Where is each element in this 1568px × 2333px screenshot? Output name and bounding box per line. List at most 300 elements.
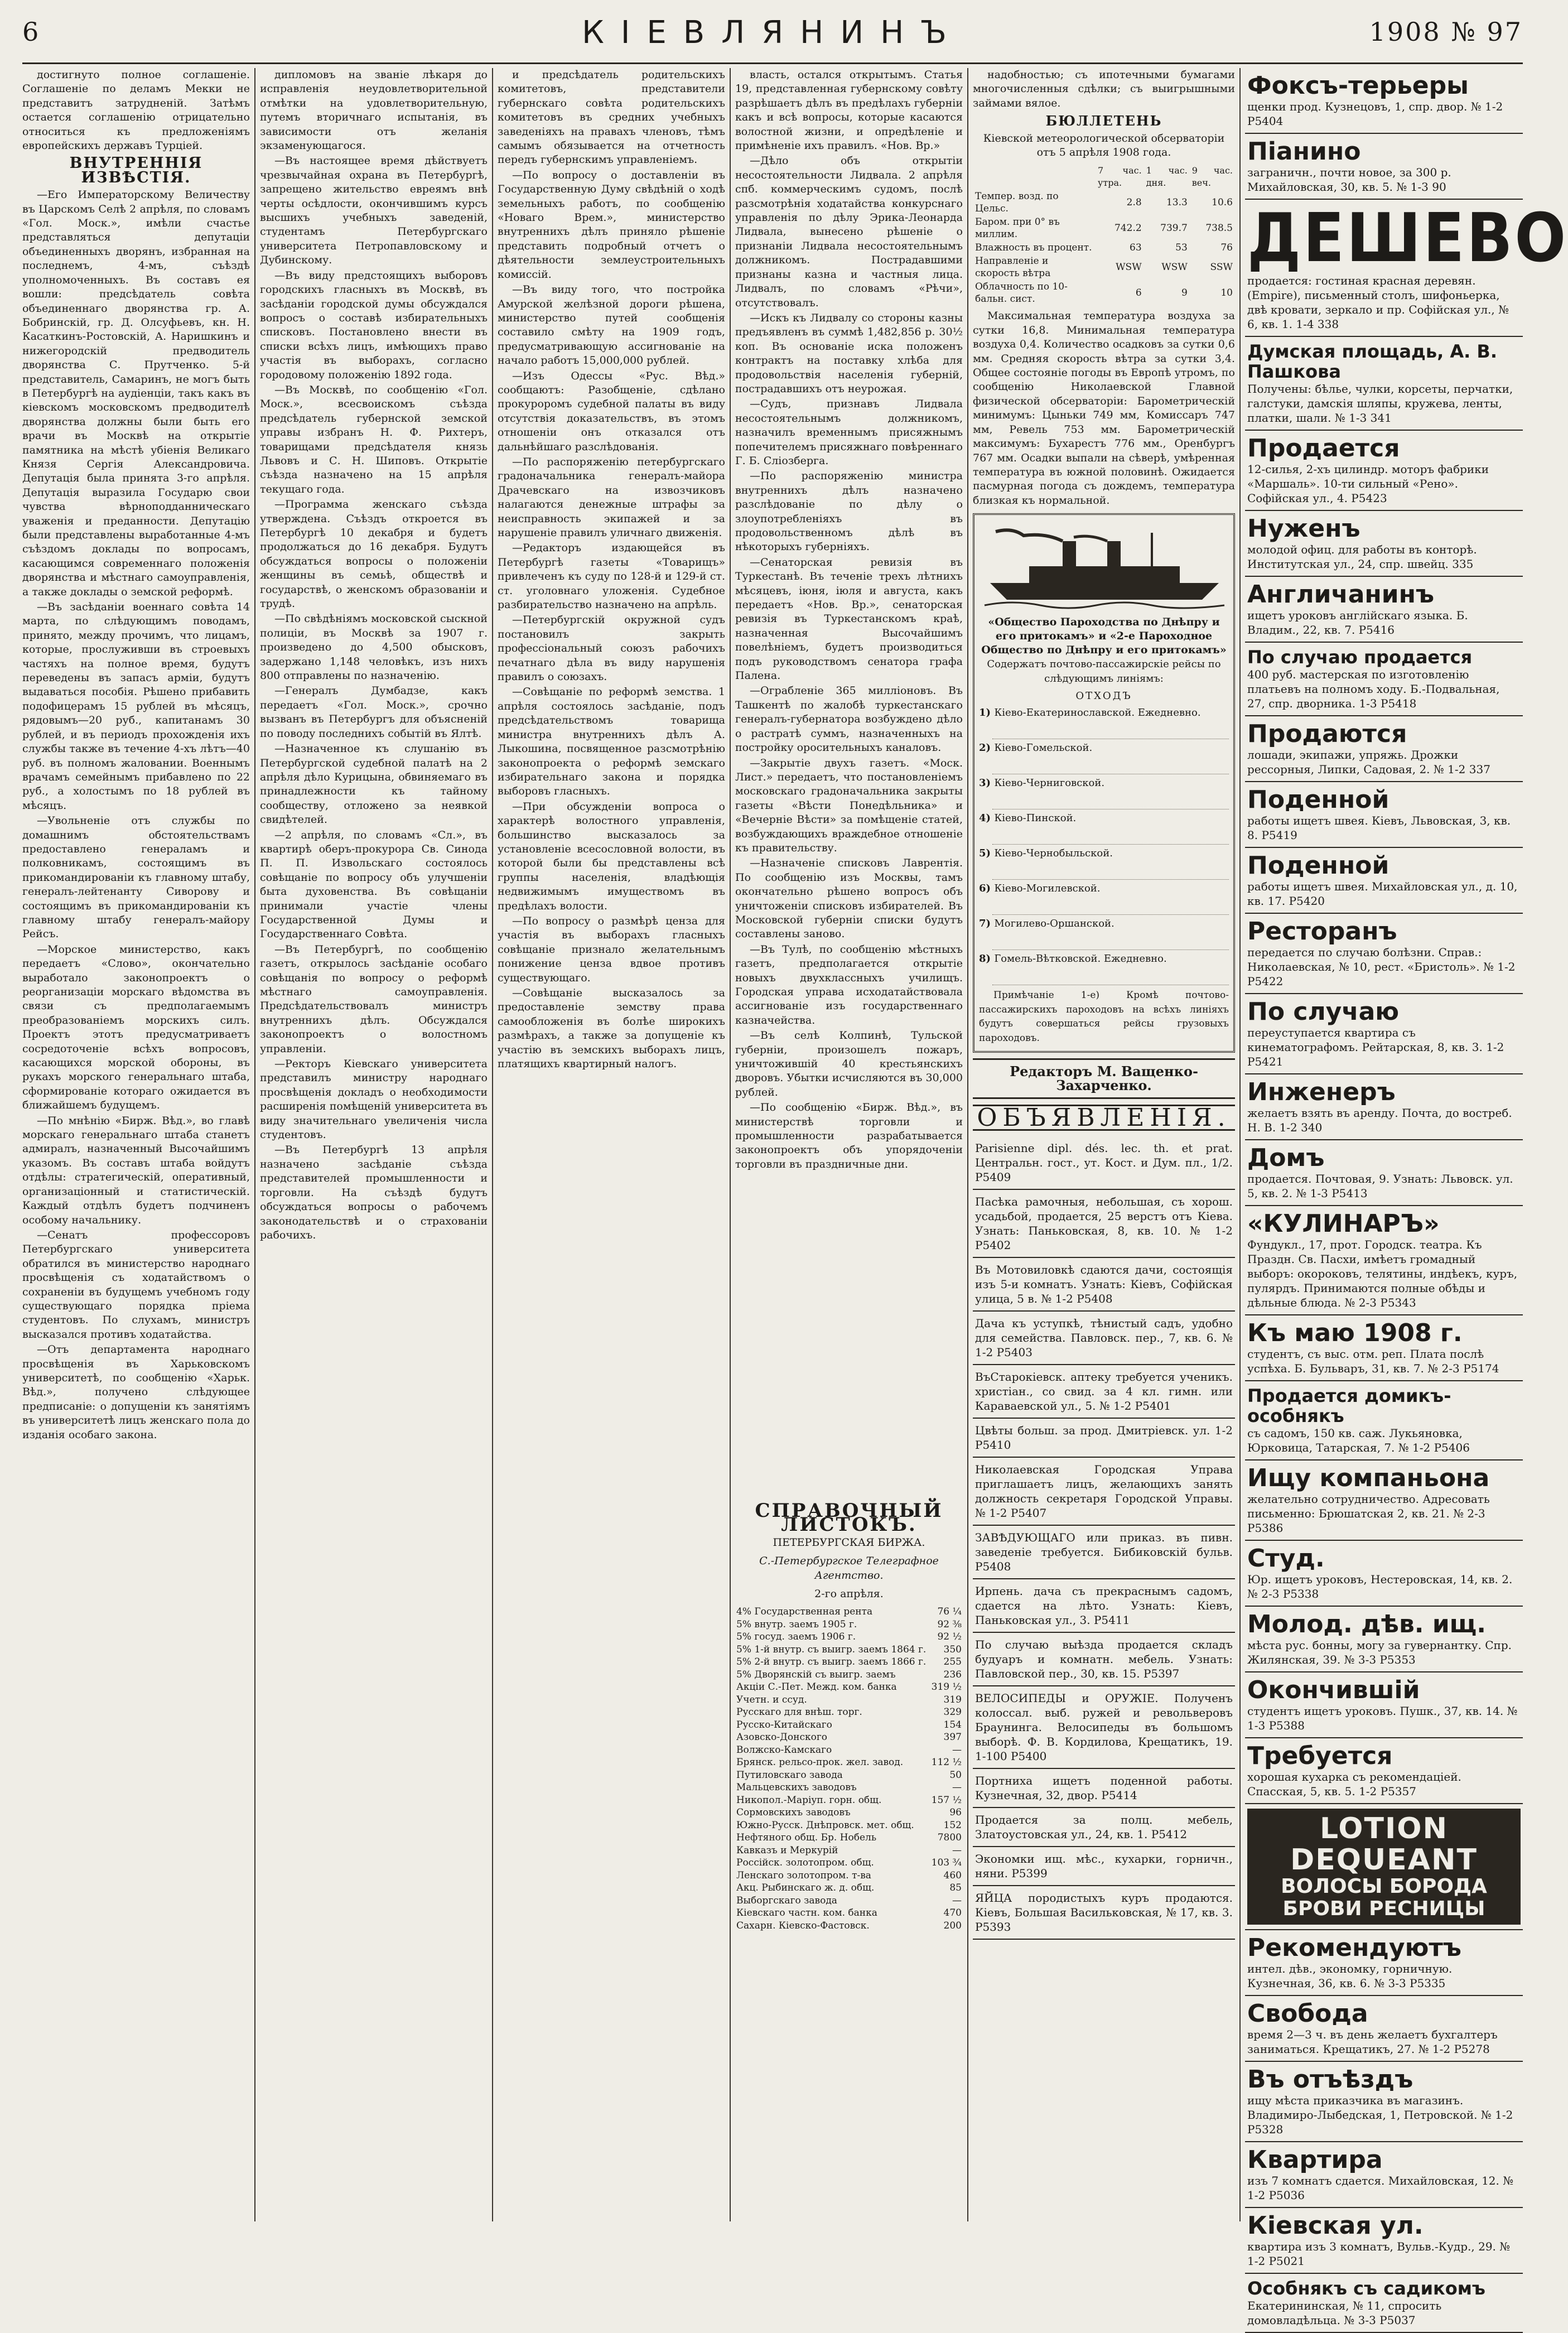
exchange-row	[735, 1744, 963, 1757]
ad-body: съ садомъ, 150 кв. саж. Лукьяновка, Юрковица, Татарская, 7. № 1-2 Р5406	[1247, 1426, 1470, 1454]
security-name: Выборгскаго завода	[736, 1895, 837, 1906]
classified-ad	[1245, 716, 1523, 782]
news-paragraph: —Программа женскаго съѣзда утверждена. Съѣздъ откроется въ Петербургѣ 10 декабря и будетъ продолжаться до 16 декабря. Будутъ обсуждаться вопросы о положеніи женщины въ семьѣ, обществѣ и государствѣ, о женскомъ образованіи и трудѣ.	[260, 498, 488, 610]
news-paragraph: —По сообщенію «Бирж. Вѣд.», въ министерствѣ торговли и промышленности разрабатывается законопроектъ объ упорядоченіи торговли въ праздничные дни.	[735, 1101, 963, 1170]
security-price: 154	[943, 1719, 962, 1731]
route-name: Кіево-Екатеринославской.	[994, 707, 1135, 719]
col3-paragraphs	[498, 68, 725, 1071]
route-item	[979, 952, 1229, 985]
bulletin-row	[973, 241, 1235, 254]
ad-headline: Поденной	[1247, 785, 1390, 814]
classified-ad	[1245, 914, 1523, 994]
col5-ads	[973, 1136, 1235, 1940]
bulletin-cell: 63	[1130, 242, 1142, 254]
bulletin-cell: WSW	[1116, 262, 1142, 273]
route-times-placeholder	[992, 720, 1229, 739]
bulletin-cell: SSW	[1210, 262, 1233, 273]
news-paragraph: —Искъ къ Лидвалу со стороны казны предъявленъ въ суммѣ 1,482,856 р. 30½ коп. Въ основаніе иска положенъ контрактъ на поставку хлѣба для продовольствія населенія губерній, пострадавшихъ отъ неурожая.	[735, 311, 963, 395]
ad-headline: Окончившій	[1247, 1676, 1420, 1704]
classified-ad: Parisienne dipl. dés. lec. th. et prat. Центральн. гост., ут. Кост. и Дум. пл., 1/2. Р5409	[973, 1136, 1235, 1190]
news-paragraph: —Закрытіе двухъ газетъ. «Моск. Лист.» передаетъ, что постановленіемъ московскаго градоначальника закрыты газеты «Вѣсти Понедѣльника» и «Вечерніе Вѣсти» за помѣщеніе статей, возбуждающихъ враждебное отношеніе къ правительству.	[735, 756, 963, 854]
news-paragraph: —Въ Москвѣ, по сообщенію «Гол. Моск.», всесвоискомъ съѣзда предсѣдатель губернской земской управы избранъ Н. Ф. Рихтеръ, товарищами предсѣдателя князь Львовъ и С. Н. Шиповъ. Открытіе съѣзда назначено на 15 апрѣля текущаго года.	[260, 383, 488, 495]
bulletin-cell: 738.5	[1205, 223, 1233, 234]
news-paragraph: —Сенаторская ревизія въ Туркестанѣ. Въ теченіе трехъ лѣтнихъ мѣсяцевъ, іюня, іюля и августа, какъ передаетъ «Нов. Вр.», сенаторская ревизія въ Туркестанскомъ краѣ, назначенная Высочайшимъ повелѣніемъ, будетъ производиться подъ руководствомъ сенатора графа Палена.	[735, 556, 963, 682]
news-paragraph: —Въ настоящее время дѣйствуетъ чрезвычайная охрана въ Петербургѣ, запрещено жительство евреямъ внѣ черты осѣдлости, окончившимъ курсъ высшихъ учебныхъ заведеній, студентамъ Петербургскаго университета Петропавловскому и Дубинскому.	[260, 155, 488, 267]
news-paragraph: —Увольненіе отъ службы по домашнимъ обстоятельствамъ предоставлено генераламъ и полковникамъ, состоящимъ въ прикомандированіи къ главному штабу, генералъ-лейтенанту Сиворову и состоящимъ въ прикомандированіи къ главному штабу генералъ-майору Рейсъ.	[22, 814, 250, 941]
issue-number: 1908 № 97	[1369, 17, 1523, 47]
column-divider	[1239, 68, 1241, 2221]
ad-headline: Англичанинъ	[1247, 580, 1435, 609]
security-price: 96	[949, 1807, 962, 1819]
route-times-placeholder	[992, 966, 1229, 985]
classified-ad	[1245, 1460, 1523, 1541]
security-price: 255	[943, 1656, 962, 1668]
masthead	[22, 10, 1523, 60]
news-paragraph: —Назначенное къ слушанію въ Петербургской судебной палатѣ на 2 апрѣля дѣло Курицына, обвиняемаго въ принадлежности къ тайному сообществу, отложено за неявкой свидѣтелей.	[260, 743, 488, 826]
security-name: Нефтяного общ. Бр. Нобель	[736, 1832, 877, 1844]
ad-headline: Рекомендуютъ	[1247, 1934, 1461, 1962]
column-6-ads	[1245, 68, 1568, 2327]
ad-body: изъ 7 комнатъ сдается. Михайловская, 12. № 1-2 Р5036	[1247, 2174, 1514, 2202]
exchange-row	[735, 1857, 963, 1869]
ad-headline: Ресторанъ	[1247, 917, 1397, 946]
steamship-subtitle: Содержатъ почтово-пассажирскіе рейсы по слѣдующимъ линіямъ:	[987, 658, 1221, 685]
security-name: 5% внутр. заемъ 1905 г.	[736, 1618, 857, 1630]
telegraph-agency: С.-Петербургское Телеграфное Агентство.	[759, 1555, 939, 1582]
security-price: 103 ¾	[931, 1857, 962, 1869]
news-paragraph: —Въ Петербургѣ, по сообщенію газетъ, открылось засѣданіе особаго совѣщанія по вопросу о реформѣ мѣстнаго самоуправленія. Предсѣдательствовалъ министръ внутреннихъ дѣлъ. Обсуждался законопроектъ о волостномъ управленіи.	[260, 943, 488, 1055]
ad-body: интел. дѣв., экономку, горничную. Кузнечная, 36, кв. 6. № 3-3 Р5335	[1247, 1962, 1453, 1990]
col2-paragraphs	[260, 68, 488, 1242]
ad-headline: ДЕШЕВО	[1247, 200, 1568, 277]
exchange-row	[735, 1781, 963, 1794]
security-name: Россійск. золотопром. общ.	[736, 1857, 874, 1869]
exchange-row	[735, 1631, 963, 1643]
ad-headline: Свобода	[1247, 1999, 1368, 2028]
route-note: Ежедневно.	[1135, 707, 1201, 719]
news-paragraph: —Редакторъ издающейся въ Петербургѣ газеты «Товарищъ» привлеченъ къ суду по 128-й и 129-й ст. ст. уголовнаго уложенія. Судебное разбирательство назначено на апрѣль.	[498, 542, 725, 611]
column-4	[735, 68, 963, 2221]
classified-ad: ВъСтарокіевск. аптеку требуется ученикъ. христіан., со свид. за 4 кл. гимн. или Караваевской ул., 5. № 1-2 Р5401	[973, 1365, 1235, 1419]
classified-ad	[1245, 1315, 1523, 1381]
ad-body: лошади, экипажи, упряжь. Дрожки рессорныя, Липки, Садовая, 2. № 1-2 337	[1247, 748, 1490, 776]
classified-ad	[1245, 134, 1523, 200]
route-note: Ежедневно.	[1101, 953, 1167, 965]
ad-body: студентъ ищетъ уроковъ. Пушк., 37, кв. 14. № 1-3 Р5388	[1247, 1704, 1518, 1732]
ad-body: 400 руб. мастерская по изготовленію платьевъ на полномъ ходу. Б.-Подвальная, 27, спр. дворника. 1-3 Р5418	[1247, 668, 1500, 710]
security-price: 112 ½	[931, 1757, 962, 1768]
column-divider	[492, 68, 493, 2221]
classified-ad	[1245, 2142, 1523, 2208]
news-paragraph: —При обсужденіи вопроса о характерѣ волостного управленія, большинство высказалось за установленіе всесословной волости, въ которой были бы представлены всѣ группы населенія, владѣющія недвижимымъ имуществомъ въ предѣлахъ волости.	[498, 800, 725, 912]
ad-body: ищетъ уроковъ англійскаго языка. Б. Владим., 22, кв. 7. Р5416	[1247, 609, 1468, 637]
ad-body: Фундукл., 17, прот. Городск. театра. Къ Праздн. Св. Пасхи, имѣетъ громадный выборъ: окороковъ, телятины, индѣекъ, куръ, пулярдъ. Принимаются полные обѣды и дѣльные блюда. № 2-3 Р5343	[1247, 1238, 1518, 1309]
exchange-row	[735, 1731, 963, 1744]
route-number: 2)	[979, 742, 995, 754]
exchange-row	[735, 1606, 963, 1618]
classified-ad: ВЕЛОСИПЕДЫ и ОРУЖІЕ. Полученъ колоссал. выб. ружей и револьверовъ Браунинга. Велосипеды въ большомъ выборѣ. Ф. В. Кордилова, Крещатикъ, 19. 1-100 Р5400	[973, 1686, 1235, 1769]
route-name: Кіево-Чернобыльской.	[994, 847, 1113, 860]
news-paragraph: власть, остался открытымъ. Статья 19, представленная губернскому совѣту разрѣшаетъ дѣлъ въ предѣлахъ губерніи какъ и всѣ вопросы, которые касаются волостной жизни, и опредѣленіе и примѣненіе ихъ правилъ. «Нов. Вр.»	[735, 69, 963, 152]
exchange-row	[735, 1706, 963, 1719]
exchange-row	[735, 1869, 963, 1882]
ad-headline: «КУЛИНАРЪ»	[1247, 1209, 1440, 1238]
col5-intro: надобностью; съ ипотечными бумагами многочисленныя сдѣлки; съ выигрышными займами вялое.	[973, 69, 1235, 109]
bulletin-cell: Облачность по 10-бальн. сист.	[975, 281, 1068, 305]
ad-body: заграничн., почти новое, за 300 р. Михайловская, 30, кв. 5. № 1-3 90	[1247, 166, 1451, 194]
classified-ad	[1245, 1381, 1523, 1460]
news-paragraph: —Петербургскій окружной судъ постановилъ закрыть профессіональный союзъ рабочихъ печатнаго дѣла въ виду нарушенія правилъ о союзахъ.	[498, 614, 725, 683]
steamship-icon	[979, 522, 1230, 611]
classified-ad	[1245, 782, 1523, 848]
exchange-row	[735, 1907, 963, 1920]
news-paragraph: —Сенатъ профессоровъ Петербургскаго университета обратился въ министерство народнаго просвѣщенія съ ходатайствомъ о сохраненіи въ будущемъ учебномъ году существующаго порядка пріема студентовъ. По слухамъ, министръ высказался противъ ходатайства.	[22, 1228, 250, 1341]
security-name: Акц. Рыбинскаго ж. д. общ.	[736, 1882, 875, 1894]
classified-ad: По случаю выѣзда продается складъ будуаръ и комнатн. мебель. Узнать: Павловской пер., 30, кв. 15. Р5397	[973, 1633, 1235, 1686]
newspaper-title: КІЕВЛЯНИНЪ	[582, 15, 963, 51]
security-price: 76 ¼	[937, 1606, 962, 1618]
ad-body: работы ищетъ швея. Михайловская ул., д. 10, кв. 17. Р5420	[1247, 880, 1518, 908]
news-paragraph: —Въ селѣ Колпинѣ, Тульской губерніи, произошелъ пожаръ, уничтожившій 40 крестьянскихъ дворовъ. Убытки исчисляются въ 30,000 рублей.	[735, 1029, 963, 1098]
classified-ad	[1245, 1738, 1523, 1804]
bulletin-cell: Направленіе и скорость вѣтра	[975, 256, 1051, 279]
security-name: Никопол.-Маріуп. горн. общ.	[736, 1794, 882, 1806]
route-times-placeholder	[992, 755, 1229, 774]
route-number: 1)	[979, 707, 995, 719]
bulletin-row	[973, 215, 1235, 241]
ad-body: хорошая кухарка съ рекомендаціей. Спасская, 5, кв. 5. 1-2 Р5357	[1247, 1770, 1461, 1798]
weather-table	[973, 164, 1235, 306]
news-paragraph: —Морское министерство, какъ передаетъ «Слово», окончательно выработало законопроектъ о реорганизаціи морскаго вѣдомства въ связи съ предполагаемымъ преобразованіемъ морскихъ силъ. Проектъ этотъ предусматриваетъ сосредоточеніе всѣхъ вопросовъ, касающихся морской обороны, въ рукахъ морского генеральнаго штаба, сформированіе котораго ожидается въ ближайшемъ будущемъ.	[22, 943, 250, 1112]
route-name: Кіево-Могилевской.	[994, 883, 1101, 895]
bulletin-row	[973, 280, 1235, 306]
route-item	[979, 777, 1229, 809]
route-times-placeholder	[992, 931, 1229, 950]
bulletin-subtitle: Кіевской метеорологической обсерваторіи отъ 5 апрѣля 1908 года.	[983, 132, 1225, 159]
route-number: 3)	[979, 777, 995, 789]
bulletin-cell: Темпер. возд. по Цельс.	[975, 191, 1059, 215]
security-price: 92 ½	[937, 1631, 962, 1643]
news-paragraph: —Въ Тулѣ, по сообщенію мѣстныхъ газетъ, предполагается открытіе новыхъ двухклассныхъ училищъ. Городская управа исходатайствовала ассигнованіе изъ государственнаго казначейства.	[735, 943, 963, 1026]
news-paragraph: —Совѣщаніе по реформѣ земства. 1 апрѣля состоялось засѣданіе, подъ предсѣдательствомъ товарища министра внутреннихъ дѣлъ А. Лыкошина, посвященное разсмотрѣнію законопроекта о реформѣ земскаго избирательнаго закона и порядка выборовъ гласныхъ.	[498, 686, 725, 798]
ad-body: Получены: бѣлье, чулки, корсеты, перчатки, галстуки, дамскія шляпы, кружева, ленты, платки, шали. № 1-3 341	[1247, 382, 1513, 425]
route-item	[979, 706, 1229, 739]
news-paragraph: —Ректоръ Кіевскаго университета представилъ министру народнаго просвѣщенія докладъ о необходимости расширенія помѣщеній университета въ виду значительнаго увеличенія числа студентовъ.	[260, 1058, 488, 1141]
news-paragraph: —По мнѣнію «Бирж. Вѣд.», во главѣ морскаго генеральнаго штаба станетъ адмиралъ, назначенный Высочайшимъ указомъ. Въ составъ штаба войдутъ отдѣлы: стратегическій, оперативный, организаціонный и статистическій. Каждый отдѣлъ будетъ подчиненъ особому начальнику.	[22, 1114, 250, 1226]
route-item	[979, 847, 1229, 880]
classified-ad: ЯЙЦА породистыхъ куръ продаются. Кіевъ, Большая Васильковская, № 17, кв. 3. Р5393	[973, 1886, 1235, 1940]
classified-ad	[1245, 337, 1523, 431]
news-paragraph: —2 апрѣля, по словамъ «Сл.», въ квартирѣ оберъ-прокурора Св. Синода П. П. Извольскаго состоялось совѣщаніе по вопросу объ улучшеніи быта духовенства. Въ совѣщаніи принимали участіе члены Государственной Думы и Государственнаго Совѣта.	[260, 828, 488, 941]
security-name: Азовско-Донского	[736, 1732, 827, 1743]
bulletin-row	[973, 254, 1235, 280]
classified-ad: Продается за полц. мебель, Златоустовская ул., 24, кв. 1. Р5412	[973, 1808, 1235, 1847]
exchange-heading: ПЕТЕРБУРГСКАЯ БИРЖА.	[773, 1536, 925, 1549]
route-times-placeholder	[992, 825, 1229, 845]
route-item	[979, 741, 1229, 774]
classified-ad: Ирпень. дача съ прекраснымъ садомъ, сдается на лѣто. Узнать: Кіевъ, Паньковская ул., 3. Р5411	[973, 1579, 1235, 1633]
classified-ad: Портниха ищетъ поденной работы. Кузнечная, 32, двор. Р5414	[973, 1769, 1235, 1808]
ad-body: Юр. ищетъ уроковъ, Нестеровская, 14, кв. 2. № 2-3 Р5338	[1247, 1573, 1513, 1601]
classified-ad	[1245, 1074, 1523, 1140]
security-name: Русскаго для внѣш. торг.	[736, 1707, 862, 1718]
ad-headline: Продается	[1247, 434, 1400, 462]
ad-headline: Къ маю 1908 г.	[1247, 1319, 1463, 1347]
classified-ad	[1245, 2062, 1523, 2142]
security-name: Ленскаго золотопром. т-ва	[736, 1869, 871, 1881]
ad-headline: Думская площадь, А. В. Пашкова	[1247, 341, 1497, 382]
exchange-row	[735, 1756, 963, 1769]
route-number: 5)	[979, 847, 995, 860]
news-paragraph: —Въ Петербургѣ 13 апрѣля назначено засѣданіе съѣзда представителей промышленности и торговли. На съѣздѣ будутъ обсуждаться вопросы о рабочемъ законодательствѣ и о страхованіи рабочихъ.	[260, 1144, 488, 1241]
bulletin-cell: WSW	[1161, 262, 1188, 273]
classified-ad: Дача къ уступкѣ, тѣнистый садъ, удобно для семейства. Павловск. пер., 7, кв. 6. № 1-2 Р5403	[973, 1312, 1235, 1365]
exchange-row	[735, 1694, 963, 1707]
route-item	[979, 812, 1229, 845]
exchange-date: 2-го апрѣля.	[814, 1588, 884, 1601]
reference-heading: СПРАВОЧНЫЙ ЛИСТОКЪ.	[755, 1500, 943, 1536]
ad-headline: Ищу компаньона	[1247, 1464, 1490, 1492]
lotion-body: ВОЛОСЫ БОРОДА БРОВИ РЕСНИЦЫ	[1281, 1875, 1487, 1920]
route-list	[979, 706, 1229, 985]
route-name: Кіево-Пинской.	[994, 812, 1077, 825]
classified-ad	[1245, 1996, 1523, 2062]
ad-headline: Піанино	[1247, 137, 1361, 166]
ad-body: время 2—3 ч. въ день желаетъ бухгалтеръ заниматься. Крещатикъ, 27. № 1-2 Р5278	[1247, 2028, 1498, 2056]
ad-headline: Фоксъ-терьеры	[1247, 71, 1469, 100]
exchange-row	[735, 1643, 963, 1656]
ad-body: мѣста рус. бонны, могу за гувернантку. Спр. Жилянская, 39. № 3-3 Р5353	[1247, 1638, 1512, 1666]
internal-news-heading: ВНУТРЕННІЯ ИЗВѢСТІЯ.	[69, 155, 203, 186]
ad-body: студентъ, съ выс. отм. реп. Плата послѣ успѣха. Б. Бульваръ, 31, кв. 7. № 2-3 Р5174	[1247, 1347, 1499, 1375]
ad-headline: Инженеръ	[1247, 1078, 1396, 1106]
security-price: 200	[943, 1920, 962, 1931]
ad-headline: Поденной	[1247, 851, 1390, 880]
bulletin-cell: 76	[1220, 242, 1233, 254]
news-paragraph: —Судъ, признавъ Лидвала несостоятельнымъ должникомъ, назначилъ временнымъ присяжнымъ попечителемъ присяжнаго повѣреннаго Г. Б. Сліозберга.	[735, 398, 963, 467]
classified-ad	[1245, 994, 1523, 1074]
security-price: 319 ½	[931, 1681, 962, 1693]
exchange-row	[735, 1669, 963, 1681]
route-item	[979, 882, 1229, 915]
classified-ad: Пасѣка рамочныя, небольшая, съ хорош. усадьбой, продается, 25 верстъ отъ Кіева. Узнать: Паньковская, 8, кв. 10. № 1-2 Р5402	[973, 1190, 1235, 1258]
classified-ad	[1245, 1140, 1523, 1206]
ad-body: молодой офиц. для работы въ конторѣ. Институтская ул., 24, спр. швейц. 335	[1247, 543, 1477, 571]
news-paragraph: —Его Императорскому Величеству въ Царскомъ Селѣ 2 апрѣля, по словамъ «Гол. Моск.», имѣли счастье представляться депутаціи объединенныхъ дворянъ, избранная на последнемъ, 4-мъ, съѣздѣ уполномоченныхъ. Въ составъ ея вошли: предсѣдатель совѣта объединеннаго дворянства гр. А. Бобринскій, гр. Д. Олсуфьевъ, кн. Н. Касаткинъ-Ростовскій, А. Наришкинъ и нижегородскій предводитель дворянства С. Прутченко. 5-й представитель, Самаринъ, не могъ быть в Петербургѣ на аудіенціи, такъ какъ въ кіевскомъ московскомъ предводителѣ дворянства должны были быть его врачи въ Москвѣ на открытіе памятника на мѣстѣ убіенія Великаго Князя Сергія Александровича. Депутація была принята 3-го апрѣля. Депутація выразила Государю свои чувства вѣрноподданническаго уваженія и преданности. Депутацію были представлены выработанные 4-мъ съѣздомъ доклады по вопросамъ, касающимся современнаго положенія дворянства и мѣстнаго самоуправленія, а также доклады о земской реформѣ.	[22, 189, 250, 598]
bulletin-cell: Влажность въ процент.	[975, 242, 1092, 254]
classified-ad: ЗАВѢДУЮЩАГО или приказ. въ пивн. заведеніе требуется. Бибиковскій бульв. Р5408	[973, 1526, 1235, 1579]
bulletin-text: Максимальная температура воздуха за сутки 16,8. Минимальная температура воздуха 0,4. Количество осадковъ за сутки 0,6 мм. Средняя скорость вѣтра за сутки 3,4. Общее состояніе погоды въ Европѣ утромъ, по сообщенію Николаевской Главной физической обсерваторіи: Барометрическій минимумъ: Цыньки 749 мм, Комиссаръ 747 мм, Ревель 753 мм. Барометрическій максимумъ: Бухарестъ 776 мм., Оренбургъ 767 мм. Осадки выпали на сѣверѣ, умѣренная температура въ южной половинѣ. Ожидается пасмурная погода съ дождемъ, температура близкая къ нормальной.	[973, 310, 1235, 507]
classified-ad: Николаевская Городская Управа приглашаетъ лицъ, желающихъ занять должность секретаря Городской Управы. № 1-2 Р5407	[973, 1458, 1235, 1526]
col6-ads	[1245, 68, 1568, 2333]
bulletin-cell: 10.6	[1212, 197, 1233, 209]
route-item	[979, 917, 1229, 950]
ad-body: продается. Почтовая, 9. Узнать: Львовск. ул. 5, кв. 2. № 1-3 Р5413	[1247, 1172, 1513, 1200]
news-paragraph: —Совѣщаніе высказалось за предоставленіе земству права самообложенія въ болѣе широкихъ размѣрахъ, а также за допущеніе къ участію въ земскихъ выборахъ лицъ, платящихъ квартирный налогъ.	[498, 987, 725, 1071]
news-paragraph: —По распоряженію петербургскаго градоначальника генералъ-майора Драчевскаго на извозчиковъ налагаются денежные штрафы за неисправность экипажей и за нарушеніе правилъ уличнаго движенія.	[498, 455, 725, 539]
exchange-row	[735, 1920, 963, 1932]
ad-body: щенки прод. Кузнецовъ, 1, спр. двор. № 1-2 Р5404	[1247, 100, 1503, 128]
classified-ad	[1245, 577, 1523, 643]
news-paragraph: —По свѣдѣніямъ московской сыскной полиціи, въ Москвѣ за 1907 г. произведено до 4,500 обысковъ, задержано 1,148 человѣкъ, изъ нихъ 800 отправлены по назначенію.	[260, 613, 488, 682]
ad-body: Екатерининская, № 11, спросить домовладѣльца. № 3-3 Р5037	[1247, 2299, 1442, 2327]
route-number: 4)	[979, 812, 995, 825]
column-3	[498, 68, 725, 2221]
classified-ad	[1245, 68, 1523, 134]
exchange-row	[735, 1719, 963, 1732]
bulletin-column-header: 9 час. веч.	[1191, 165, 1233, 189]
security-price: 50	[949, 1769, 962, 1781]
security-name: Учетн. и ссуд.	[736, 1694, 807, 1705]
ad-headline: Особнякъ съ садикомъ	[1247, 2278, 1485, 2299]
classified-ad	[1245, 2274, 1523, 2333]
security-price: 460	[943, 1869, 962, 1881]
news-paragraph: —Назначеніе списковъ Лаврентія. По сообщенію изъ Москвы, тамъ окончательно рѣшено вопросъ объ уничтоженіи списковъ избирателей. Въ Московской губерніи списки будутъ составлены заново.	[735, 857, 963, 941]
route-number: 7)	[979, 918, 995, 930]
page-number: 6	[22, 17, 39, 47]
ad-body: продается: гостиная красная деревян. (Empire), письменный столъ, шифоньерка, двѣ кровати, зеркало и пр. Софійская ул., № 6, кв. 1. 1-4 338	[1247, 274, 1509, 331]
security-price: 236	[943, 1669, 962, 1680]
security-price: 157 ½	[931, 1794, 962, 1806]
security-name: Сахарн. Кіевско-Фастовск.	[736, 1920, 870, 1931]
ad-body: квартира изъ 3 комнатъ, Вульв.-Кудр., 29. № 1-2 Р5021	[1247, 2240, 1511, 2268]
classified-ad	[1245, 200, 1568, 337]
column-divider	[967, 68, 968, 2221]
lotion-ad	[1247, 1809, 1521, 1925]
security-name: 5% 2-й внутр. съ выигр. заемъ 1866 г.	[736, 1656, 927, 1668]
security-name: Сормовскихъ заводовъ	[736, 1807, 851, 1819]
news-paragraph: —По вопросу о размѣрѣ ценза для участія въ выборахъ гласныхъ совѣщаніе признало желательнымъ понижение ценза вдвое противъ существующаго.	[498, 914, 725, 984]
exchange-row	[735, 1618, 963, 1631]
bulletin-cell: Баром. при 0° въ миллим.	[975, 216, 1060, 240]
security-name: Брянск. рельсо-прок. жел. завод.	[736, 1757, 904, 1768]
security-name: Русско-Китайскаго	[736, 1719, 832, 1731]
ad-headline: Домъ	[1247, 1144, 1325, 1172]
route-number: 6)	[979, 883, 995, 895]
classified-ad: Экономки ищ. мѣс., кухарки, горничн., няни. Р5399	[973, 1847, 1235, 1886]
ad-body: работы ищетъ швея. Кіевъ, Львовская, 3, кв. 8. Р5419	[1247, 814, 1511, 842]
exchange-row	[735, 1895, 963, 1907]
security-name: 5% госуд. заемъ 1906 г.	[736, 1631, 856, 1643]
ad-body: переуступается квартира съ кинематографомъ. Рейтарская, 8, кв. 3. 1-2 Р5421	[1247, 1026, 1504, 1068]
classified-ad	[1245, 1930, 1523, 1996]
bulletin-cell: 742.2	[1115, 223, 1142, 234]
bulletin-cell: 9	[1181, 287, 1188, 299]
ad-body: 12-силья, 2-хъ цилиндр. моторъ фабрики «Маршаль». 10-ти сильный «Рено». Софійская ул., 4. Р5423	[1247, 462, 1489, 505]
security-name: Путиловскаго завода	[736, 1769, 843, 1781]
news-paragraph: —По распоряженію министра внутреннихъ дѣлъ назначено разслѣдованіе по дѣлу о злоупотребленіяхъ въ продовольственномъ дѣлѣ въ нѣкоторыхъ губерніяхъ.	[735, 470, 963, 553]
exchange-row	[735, 1831, 963, 1844]
column-divider	[254, 68, 255, 2221]
bulletin-cell: 10	[1220, 287, 1233, 299]
ad-headline: Продается домикъ-особнякъ	[1247, 1385, 1451, 1426]
news-paragraph: —Въ засѣданіи военнаго совѣта 14 марта, по слѣдующимъ поводамъ, принято, между прочимъ, что лицамъ, которые, прослуживши въ строевыхъ частяхъ на полное время, будутъ переведены въ запасъ арміи, будутъ выдаваться пособія. Рѣшено прибавить подофицерамъ 15 рублей въ мѣсяцъ, рядовымъ—20 руб., капитанамъ 30 рублей, и въ периодъ прохожденія ихъ службы также въ течение 4-хъ лѣтъ—40 руб. въ полномъ жаловании. Военнымъ врачамъ семейнымъ прибавлено по 22 руб., а холостымъ по 18 рублей въ мѣсяцъ.	[22, 601, 250, 812]
ad-headline: По случаю продается	[1247, 647, 1473, 668]
ad-headline: Молод. дѣв. ищ.	[1247, 1610, 1487, 1638]
classified-ad: Цвѣты больш. за прод. Дмитріевск. ул. 1-2 Р5410	[973, 1419, 1235, 1458]
steamship-illustration	[979, 522, 1229, 611]
exchange-row	[735, 1794, 963, 1807]
news-paragraph: —Дѣло объ открытіи несостоятельности Лидвала. 2 апрѣля спб. коммерческимъ судомъ, послѣ разсмотрѣнія ходатайства конкурснаго управленія по дѣлу Эрика-Леонарда Лидвала, вынесено рѣшеніе о признаніи Лидвала несостоятельнымъ должникомъ. Пострадавшими признаны казна и частныя лица. Лидвалъ, по словамъ «Рѣчи», отсутствовалъ.	[735, 155, 963, 309]
security-price: 350	[943, 1643, 962, 1655]
bulletin-cell: 6	[1135, 287, 1142, 299]
bulletin-heading: БЮЛЛЕТЕНЬ	[1045, 113, 1162, 129]
exchange-row	[735, 1769, 963, 1782]
classified-ad	[1245, 1541, 1523, 1607]
ad-headline: По случаю	[1247, 997, 1400, 1026]
news-paragraph: —Въ виду того, что постройка Амурской желѣзной дороги рѣшена, министерство путей сообщенія составило смѣту на 1909 годъ, предусматривающую ассигнованіе на начало работъ 15,000,000 рублей.	[498, 283, 725, 367]
ad-headline: Въ отъѣздъ	[1247, 2065, 1413, 2094]
classified-ad	[1245, 848, 1523, 914]
column-5	[973, 68, 1235, 2221]
lotion-title: LOTION DEQUEANT	[1290, 1812, 1478, 1877]
security-name: Мальцевскихъ заводовъ	[736, 1782, 857, 1794]
route-name: Гомель-Вѣтковской.	[994, 953, 1101, 965]
classified-ad	[1245, 643, 1523, 716]
route-times-placeholder	[992, 790, 1229, 809]
exchange-row	[735, 1681, 963, 1694]
security-price: 152	[943, 1819, 962, 1831]
exchange-row	[735, 1656, 963, 1669]
bulletin-row	[973, 190, 1235, 215]
col4-paragraphs	[735, 68, 963, 1496]
ad-headline: Студ.	[1247, 1544, 1325, 1573]
ad-body: желательно сотрудничество. Адресовать письменно: Брюшатская 2, кв. 21. № 2-3 Р5386	[1247, 1492, 1490, 1535]
security-name: Кіевскаго частн. ком. банка	[736, 1907, 877, 1919]
route-name: Могилево-Оршанской.	[994, 918, 1115, 930]
exchange-row	[735, 1882, 963, 1895]
classified-ad	[1245, 431, 1523, 511]
bulletin-cell: 2.8	[1126, 197, 1142, 209]
bulletin-cell: 53	[1175, 242, 1188, 254]
security-name: Волжско-Камскаго	[736, 1744, 832, 1756]
classified-ad	[1245, 2208, 1523, 2274]
classified-ad	[1245, 1206, 1523, 1315]
security-price: 329	[943, 1707, 962, 1718]
security-name: Южно-Русск. Днѣпровск. мет. общ.	[736, 1819, 914, 1831]
ad-headline: Требуется	[1247, 1742, 1393, 1770]
security-name: Акціи С.-Пет. Межд. ком. банка	[736, 1681, 897, 1693]
ad-headline: Кіевская ул.	[1247, 2211, 1424, 2240]
col1-intro: достигнуто полное соглашеніе. Соглашеніе по деламъ Мекки не представитъ затрудненій. Затѣмъ остается соглашенію отрицательно относиться къ предложеніямъ европейскихъ державъ Турціей.	[22, 69, 250, 152]
editor-line: Редакторъ М. Ващенко-Захарченко.	[973, 1058, 1235, 1099]
departure-label: ОТХОДЪ	[1075, 690, 1132, 702]
security-name: 5% Дворянскій съ выигр. заемъ	[736, 1669, 896, 1680]
news-paragraph: дипломовъ на званіе лѣкаря до исправленія неудовлетворительной отмѣтки на удовлетворительную, путемъ вторичнаго испытанія, въ зависимости отъ желанія экзаменующагося.	[260, 69, 488, 152]
bulletin-cell: 13.3	[1166, 197, 1188, 209]
ad-body: передается по случаю болѣзни. Справ.: Николаевская, № 10, рест. «Бристоль». № 1-2 Р5422	[1247, 946, 1516, 988]
news-paragraph: —Въ виду предстоящихъ выборовъ городскихъ гласныхъ въ Москвѣ, въ засѣданіи городской думы обсуждался вопросъ о составѣ избирательныхъ списковъ. Постановлено внести въ списки всѣхъ лицъ, имѣющихъ право участія въ выборахъ, согласно городовому положенію 1892 года.	[260, 269, 488, 381]
classified-ad	[1245, 1804, 1523, 1930]
bulletin-cell: 739.7	[1160, 223, 1188, 234]
exchange-row	[735, 1844, 963, 1857]
security-name: 5% 1-й внутр. съ выигр. заемъ 1864 г.	[736, 1643, 927, 1655]
column-divider	[730, 68, 731, 2221]
ad-body: ищу мѣста приказчика въ магазинъ. Владимиро-Лыбедская, 1, Петровской. № 1-2 Р5328	[1247, 2094, 1513, 2136]
ad-headline: Нуженъ	[1247, 514, 1360, 543]
security-price: 319	[943, 1694, 962, 1705]
news-paragraph: —Ограбленіе 365 милліоновъ. Въ Ташкентѣ по жалобѣ туркестанскаго генералъ-губернатора возбуждено дѣло о растратѣ суммъ, назначенныхъ на постройку оросительныхъ каналовъ.	[735, 685, 963, 754]
news-paragraph: —Изъ Одессы «Рус. Вѣд.» сообщаютъ: Разобщеніе, сдѣлано прокуроромъ судебной палаты въ виду отсутствія доказательствъ, въ этомъ отношеніи онъ отказался отъ дальнѣйшаго разслѣдованія.	[498, 369, 725, 453]
steamship-note: Примѣчаніе 1-е) Кромѣ почтово-пассажирскихъ пароходовъ на всѣхъ линіяхъ будутъ совершаться рейсы грузовыхъ пароходовъ.	[979, 990, 1229, 1044]
bulletin-column-header: 7 час. утра.	[1098, 165, 1142, 189]
ad-headline: Продаются	[1247, 720, 1407, 748]
news-paragraph: и предсѣдатель родительскихъ комитетовъ, представители губернскаго совѣта родительскихъ комитетовъ въ средних учебныхъ заведеніяхъ на правахъ членовъ, тѣмъ самымъ обязывается на отчетность передъ губернскимъ управленіемъ.	[498, 69, 725, 166]
security-name: Кавказъ и Меркурій	[736, 1844, 838, 1856]
classified-ad	[1245, 1672, 1523, 1738]
steamship-schedule	[973, 513, 1235, 1053]
route-times-placeholder	[992, 895, 1229, 915]
